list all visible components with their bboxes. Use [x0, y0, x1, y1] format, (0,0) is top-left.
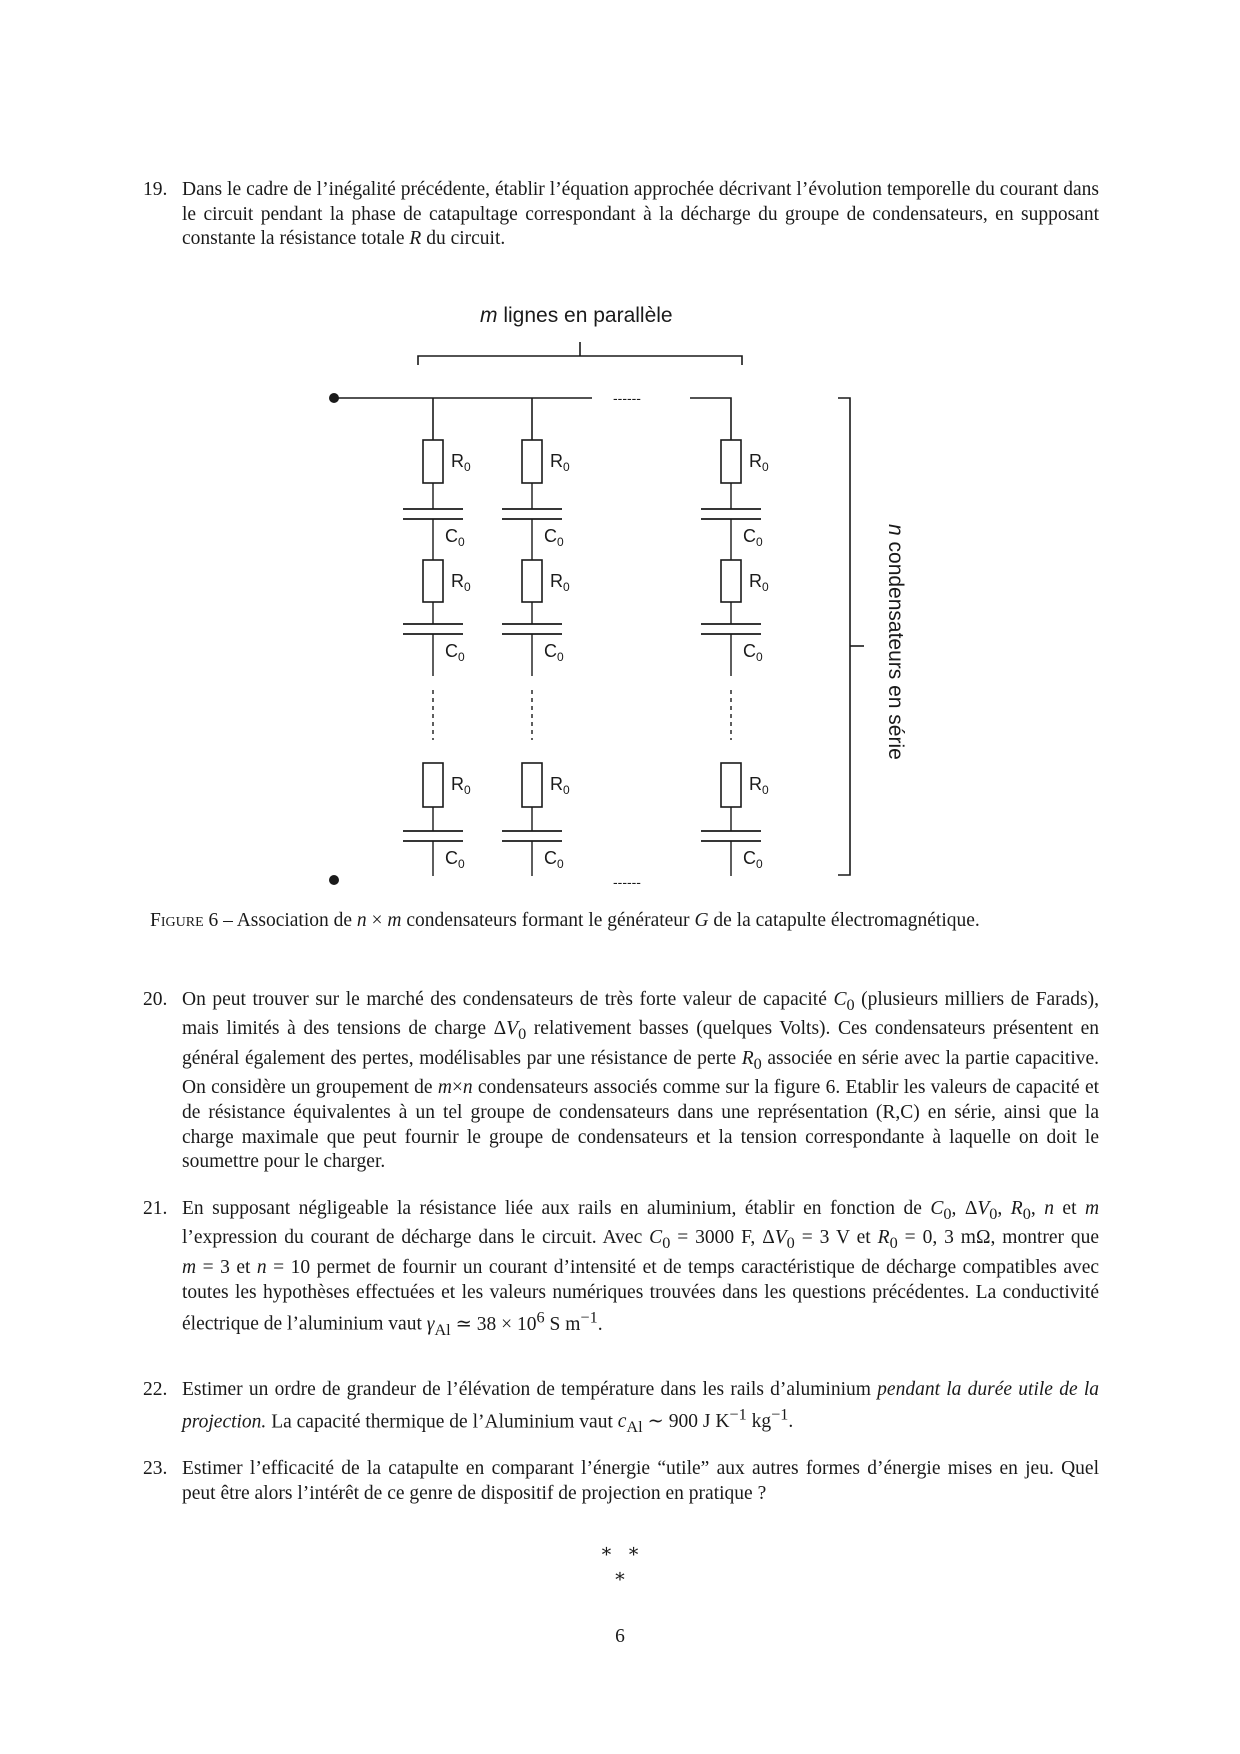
dashes-bottom: ------ [613, 874, 641, 890]
resistor-label: $R_0$ [550, 451, 570, 474]
capacitor-label: $C_0$ [743, 641, 763, 664]
question-text: En supposant négligeable la résistance liée aux rails en aluminium, établir en fonction de $C_0$, $\Delta V_0$, $R_0$, n et m l’expression du courant de décharge dans le circuit. Avec $C_0 = 3000$ F, $\Delta V_0 = 3$ V et $R_0 = 0$, 3 mΩ, montrer que m = 3 et n = 10 permet de fournir un courant d’intensité et de temps caractéristique de décharge compatibles avec toutes les hypothèses effectuées et les valeurs numériques trouvées dans les questions précédentes. La conductivité électrique de l’aluminium vaut $\gamma_{Al}$ ≃ $38 \times 10^6$ S $m^{-1}$. [182, 1198, 1100, 1339]
columns [403, 440, 769, 876]
resistor-label: $R_0$ [451, 571, 471, 594]
top-label: m lignes en parallèle [480, 304, 673, 327]
question-text: Estimer un ordre de grandeur de l’élévation de température dans les rails d’aluminium pendant la durée utile de la projection. La capacité thermique de l’Aluminium vaut $c_{Al}$ ∼ 900 J $K^{-1}$ $kg^{-1}$. [182, 1379, 1100, 1436]
side-label: n condensateurs en série [884, 524, 907, 760]
section-stars-top: ∗ ∗ [599, 1541, 641, 1562]
question-number: 19. [143, 179, 168, 200]
question-text: Estimer l’efficacité de la catapulte en comparant l’énergie “utile” aux autres formes d’énergie mises en jeu. Quel peut être alors l’intérêt de ce genre de dispositif de projection en pratique ? [182, 1458, 1099, 1504]
question-20 [143, 988, 1100, 1175]
question-23 [143, 1457, 1099, 1506]
question-21 [143, 1197, 1100, 1342]
top-wire-right [690, 398, 731, 440]
resistor [721, 763, 741, 807]
top-brace [418, 356, 742, 365]
resistor-label: $R_0$ [451, 774, 471, 797]
resistor-label: $R_0$ [451, 451, 471, 474]
question-text: Dans le cadre de l’inégalité précédente, établir l’équation approchée décrivant l’évolution temporelle du courant dans le circuit pendant la phase de catapultage correspondant à la décharge du groupe de condensateurs, en supposant constante la résistance totale R du circuit. [182, 179, 1099, 250]
capacitor-label: $C_0$ [743, 526, 763, 549]
capacitor-label: $C_0$ [743, 848, 763, 871]
right-brace [838, 398, 850, 875]
terminal-bottom [329, 875, 339, 885]
resistor-label: $R_0$ [749, 774, 769, 797]
resistor [423, 560, 443, 602]
resistor-label: $R_0$ [749, 571, 769, 594]
resistor [522, 440, 542, 483]
resistor [721, 440, 741, 483]
page-number: 6 [615, 1626, 625, 1647]
capacitor-label: $C_0$ [445, 848, 465, 871]
resistor [423, 763, 443, 807]
resistor-label: $R_0$ [550, 571, 570, 594]
section-stars-bottom: ∗ [613, 1566, 627, 1587]
capacitor-label: $C_0$ [544, 641, 564, 664]
capacitor-label: $C_0$ [544, 526, 564, 549]
question-number: 21. [143, 1198, 168, 1219]
capacitor-label: $C_0$ [445, 526, 465, 549]
terminal-top [329, 393, 339, 403]
resistor-label: $R_0$ [749, 451, 769, 474]
resistor [721, 560, 741, 602]
question-number: 20. [143, 989, 168, 1010]
resistor [423, 440, 443, 483]
capacitor-label: $C_0$ [544, 848, 564, 871]
resistor-label: $R_0$ [550, 774, 570, 797]
question-number: 23. [143, 1458, 168, 1479]
question-text: On peut trouver sur le marché des condensateurs de très forte valeur de capacité $C_0$ (plusieurs milliers de Farads), mais limités à des tensions de charge $\Delta V_0$ relativement basses (quelques Volts). Ces condensateurs présentent en général également des pertes, modélisables par une résistance de perte $R_0$ associée en série avec la partie capacitive. On considère un groupement de m×n condensateurs associés comme sur la figure 6. Etablir les valeurs de capacité et de résistance équivalentes à un tel groupe de condensateurs dans une représentation (R,C) en série, ainsi que la charge maximale que peut fournir le groupe de condensateurs et la tension correspondante à laquelle on doit le soumettre pour le charger. [182, 989, 1100, 1173]
capacitor-label: $C_0$ [445, 641, 465, 664]
resistor [522, 763, 542, 807]
figure-caption: Figure 6 – Association de n × m condensateurs formant le générateur G de la catapulte électromagnétique. [150, 910, 980, 931]
dashes-top: ------ [613, 390, 641, 406]
resistor [522, 560, 542, 602]
question-22 [143, 1378, 1100, 1440]
question-number: 22. [143, 1379, 168, 1400]
